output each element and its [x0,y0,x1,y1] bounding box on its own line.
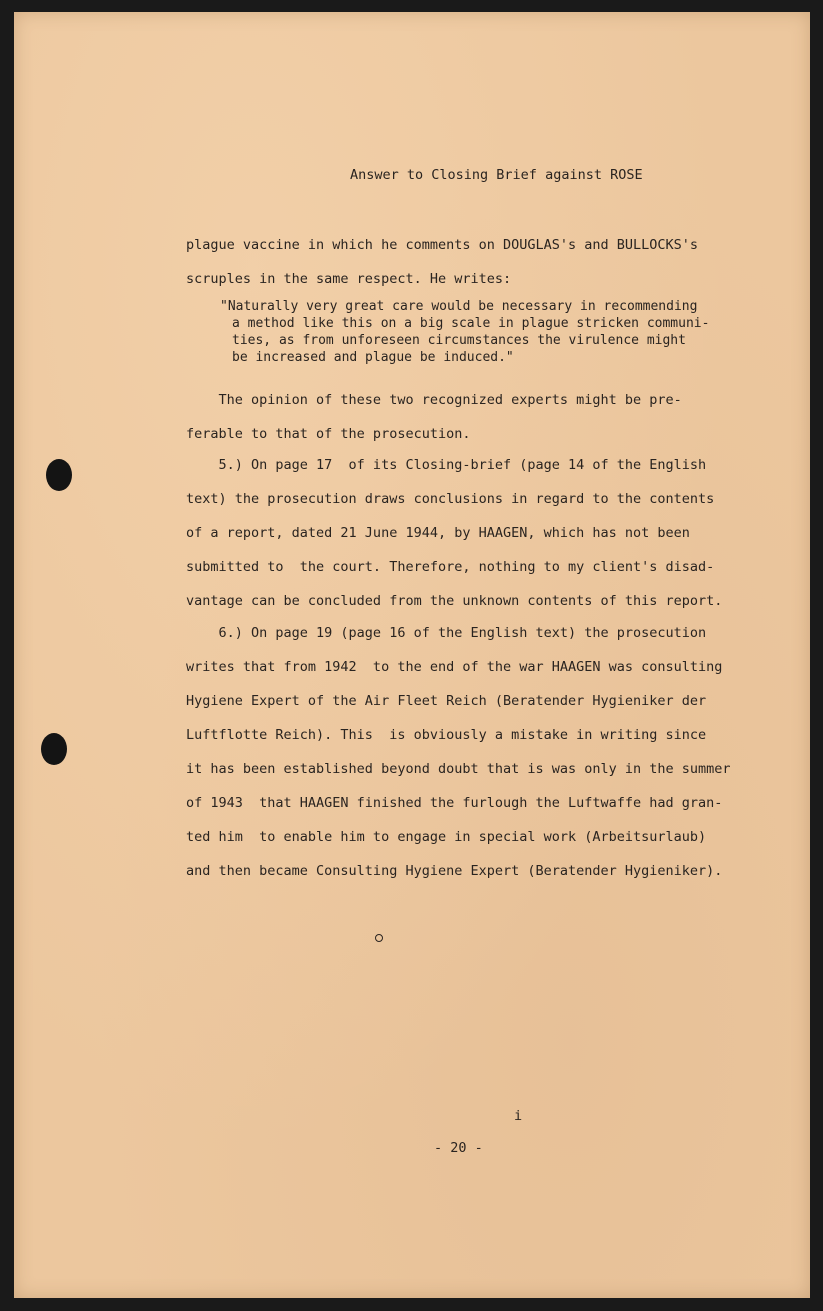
text-line: 6.) On page 19 (page 16 of the English text) the prosecution [186,625,707,641]
punch-hole [41,733,67,765]
text-line: Luftflotte Reich). This is obviously a mistake in writing since [186,727,707,743]
handwritten-mark: i [514,1108,523,1124]
punch-hole [46,459,72,491]
text-line: writes that from 1942 to the end of the war HAAGEN was consulting [186,659,723,675]
quote-line: a method like this on a big scale in plague stricken communi- [232,316,710,331]
text-line: scruples in the same respect. He writes: [186,271,512,287]
text-line: text) the prosecution draws conclusions in regard to the contents [186,491,715,507]
text-line: it has been established beyond doubt that is was only in the summer [186,761,731,777]
ink-dot [375,934,383,942]
text-line: of 1943 that HAAGEN finished the furlough the Luftwaffe had gran- [186,795,723,811]
text-line: and then became Consulting Hygiene Expert (Beratender Hygieniker). [186,863,723,879]
page-heading: Answer to Closing Brief against ROSE [350,167,643,183]
text-line: of a report, dated 21 June 1944, by HAAGEN, which has not been [186,525,690,541]
page-number: - 20 - [434,1140,483,1156]
text-line: The opinion of these two recognized experts might be pre- [186,392,682,408]
quote-line: ties, as from unforeseen circumstances the virulence might [232,333,686,348]
text-line: 5.) On page 17 of its Closing-brief (page 14 of the English [186,457,707,473]
text-line: Hygiene Expert of the Air Fleet Reich (Beratender Hygieniker der [186,693,707,709]
text-line: ted him to enable him to engage in special work (Arbeitsurlaub) [186,829,707,845]
document-page [14,12,810,1298]
text-line: ferable to that of the prosecution. [186,426,471,442]
text-line: vantage can be concluded from the unknown contents of this report. [186,593,723,609]
quote-line: be increased and plague be induced." [232,350,514,365]
quote-line: "Naturally very great care would be necessary in recommending [220,299,698,314]
text-line: plague vaccine in which he comments on DOUGLAS's and BULLOCKS's [186,237,699,253]
text-line: submitted to the court. Therefore, nothing to my client's disad- [186,559,715,575]
